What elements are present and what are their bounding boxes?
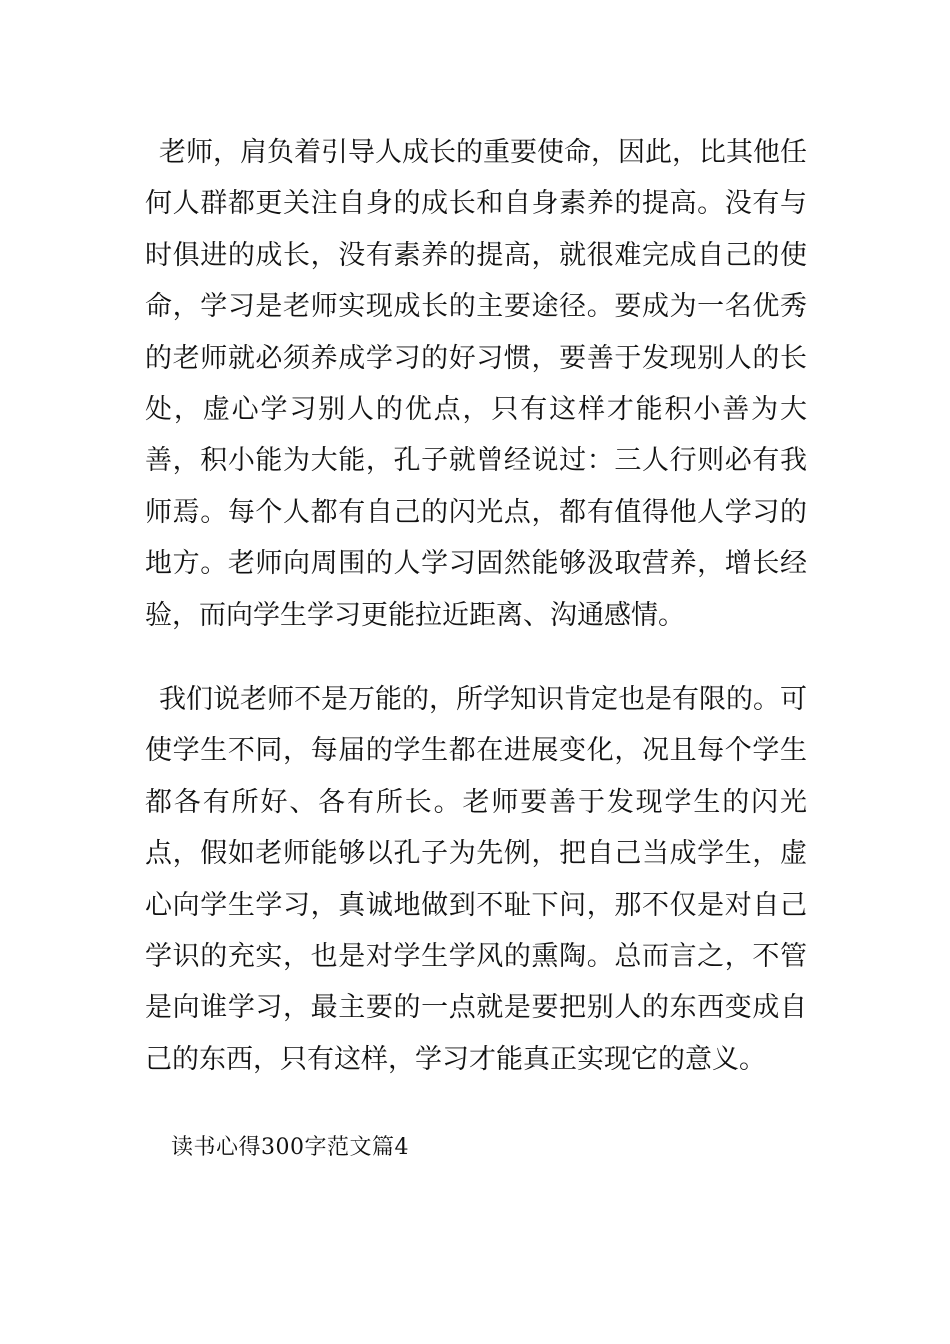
body-paragraph-2: 我们说老师不是万能的，所学知识肯定也是有限的。可使学生不同，每届的学生都在进展变化，况且每个学生都各有所好、各有所长。老师要善于发现学生的闪光点，假如老师能够以孔子为先例，把自己当成学生，虚心向学生学习，真诚地做到不耻下问，那不仅是对自己学识的充实，也是对学生学风的熏陶。总而言之，不管是向谁学习，最主要的一点就是要把别人的东西变成自己的东西，只有这样，学习才能真正实现它的意义。 [145, 684, 807, 1075]
section-heading: 读书心得300字范文篇4 [171, 1135, 409, 1160]
body-paragraph-1: 老师，肩负着引导人成长的重要使命，因此，比其他任何人群都更关注自身的成长和自身素养的提高。没有与时俱进的成长，没有素养的提高，就很难完成自己的使命，学习是老师实现成长的主要途径。要成为一名优秀的老师就必须养成学习的好习惯，要善于发现别人的长处，虚心学习别人的优点，只有这样才能积小善为大善，积小能为大能，孔子就曾经说过：三人行则必有我师焉。每个人都有自己的闪光点，都有值得他人学习的地方。老师向周围的人学习固然能够汲取营养，增长经验，而向学生学习更能拉近距离、沟通感情。 [145, 137, 807, 631]
